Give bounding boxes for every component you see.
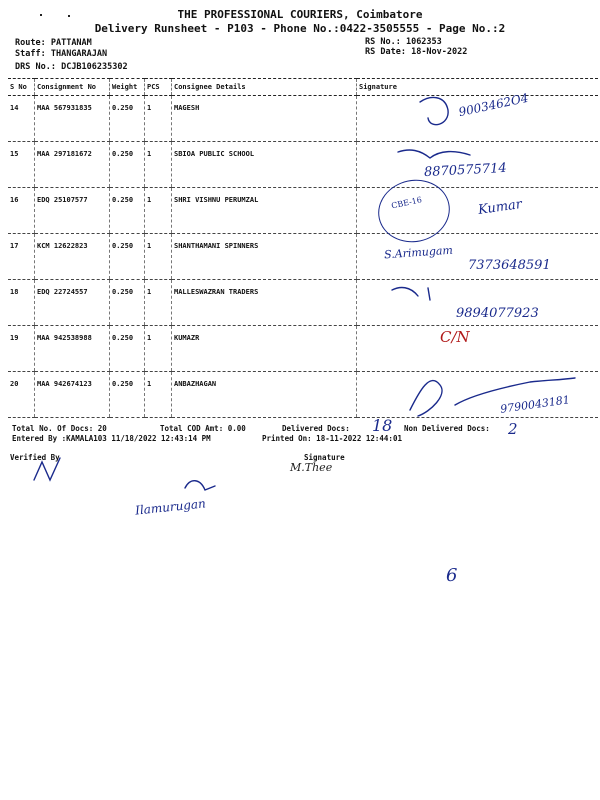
total-docs-label: Total No. Of Docs: (12, 424, 94, 433)
drs-line (15, 62, 128, 72)
col-signature: Signature (357, 79, 599, 96)
handwritten-non-delivered-count: 2 (508, 420, 518, 438)
row-sno: 18 (10, 288, 19, 296)
company-title: THE PROFESSIONAL COURIERS, Coimbatore (177, 8, 423, 21)
staff-value: THANGARAJAN (50, 49, 108, 59)
row-sno: 20 (10, 380, 19, 388)
row-pcs: 1 (147, 380, 152, 388)
row-weight: 0.250 (112, 150, 134, 158)
table-row (8, 326, 598, 372)
handwritten-phone-row20: 9790043181 (499, 393, 571, 416)
handwritten-phone-row14: 9003462O4 (457, 90, 530, 120)
total-cod (160, 424, 246, 433)
row-sno: 15 (10, 150, 19, 158)
col-sno: S No (8, 79, 35, 96)
handwritten-note-row19: C/N (440, 328, 470, 346)
row-consignee: KUMAZR (174, 334, 200, 342)
row-weight: 0.250 (112, 380, 134, 388)
staff-line (15, 49, 107, 59)
row-signature-cell (357, 326, 599, 372)
row-consignment: KCM 12622823 (37, 242, 88, 250)
row-pcs: 1 (147, 242, 152, 250)
rs-date-line (365, 47, 467, 57)
rs-no-value: 1062353 (405, 37, 442, 47)
handwritten-page-mark: 6 (446, 565, 458, 586)
row-weight: 0.250 (112, 334, 134, 342)
col-weight: Weight (110, 79, 145, 96)
row-pcs: 1 (147, 104, 152, 112)
row-pcs: 1 (147, 196, 152, 204)
entered-by: Entered By :KAMALA103 11/18/2022 12:43:14 PM (12, 434, 211, 443)
signature-label: Signature (304, 453, 345, 462)
row-consignee: ANBAZHAGAN (174, 380, 217, 388)
verifier-initial-stroke (185, 481, 215, 490)
verifier-signature: Ilamurugan (134, 496, 207, 518)
row-sno: 16 (10, 196, 19, 204)
table-header-row (8, 79, 598, 96)
row-pcs: 1 (147, 334, 152, 342)
total-docs-value: 20 (97, 424, 107, 433)
row-consignee: SHRI VISHNU PERUMZAL (174, 196, 259, 204)
delivered-docs-label: Delivered Docs: (282, 424, 350, 433)
table-row (8, 142, 598, 188)
rs-date-label: RS Date: (365, 47, 406, 57)
drs-label: DRS No.: (15, 62, 56, 72)
staff-label: Staff: (15, 49, 46, 59)
handwritten-name-row16: Kumar (477, 197, 523, 218)
row-consignment: MAA 942538988 (37, 334, 92, 342)
row-consignee: MAGESH (174, 104, 200, 112)
printed-on: Printed On: 18-11-2022 12:44:01 (262, 434, 402, 443)
row-sno: 14 (10, 104, 19, 112)
total-cod-value: 0.00 (227, 424, 246, 433)
route-label: Route: (15, 38, 46, 48)
row-sno: 19 (10, 334, 19, 342)
row-weight: 0.250 (112, 288, 134, 296)
handwritten-phone-row15: 8870575714 (423, 160, 508, 181)
route-value: PATTANAM (50, 38, 92, 48)
stamp-text: CBE-16 (390, 195, 423, 211)
total-docs (12, 424, 107, 433)
drs-value: DCJB106235302 (61, 62, 128, 72)
col-pcs: PCS (145, 79, 172, 96)
handwritten-phone-row17: 7373648591 (468, 258, 551, 273)
runsheet-table (8, 78, 598, 418)
total-cod-label: Total COD Amt: (160, 424, 224, 433)
row-pcs: 1 (147, 288, 152, 296)
staff-signature: M.Thee (290, 461, 333, 474)
handwritten-signature-row17: S.Arimugam (383, 243, 454, 262)
row-consignee: SBIOA PUBLIC SCHOOL (174, 150, 255, 158)
row-consignment: MAA 942674123 (37, 380, 92, 388)
handwritten-phone-row18: 9894077923 (456, 306, 539, 321)
row-consignment: MAA 297181672 (37, 150, 92, 158)
route-line (15, 38, 92, 48)
row-sno: 17 (10, 242, 19, 250)
row-consignment: EDQ 22724557 (37, 288, 88, 296)
verified-by-label: Verified By (10, 453, 60, 462)
non-delivered-docs-label: Non Delivered Docs: (404, 424, 490, 433)
col-consignment: Consignment No (35, 79, 110, 96)
row-pcs: 1 (147, 150, 152, 158)
runsheet-title: Delivery Runsheet - P103 - Phone No.:0422-3505555 - Page No.:2 (94, 22, 506, 35)
row-weight: 0.250 (112, 104, 134, 112)
row-consignee: MALLESWAZRAN TRADERS (174, 288, 259, 296)
rs-no-label: RS No.: (365, 37, 401, 47)
handwritten-delivered-count: 18 (372, 416, 393, 435)
rs-no-line (365, 37, 442, 47)
row-consignee: SHANTHAMANI SPINNERS (174, 242, 259, 250)
col-consignee: Consignee Details (172, 79, 357, 96)
rs-date-value: 18-Nov-2022 (411, 47, 468, 57)
row-consignment: EDQ 25107577 (37, 196, 88, 204)
row-weight: 0.250 (112, 242, 134, 250)
row-consignment: MAA 567931835 (37, 104, 92, 112)
row-weight: 0.250 (112, 196, 134, 204)
